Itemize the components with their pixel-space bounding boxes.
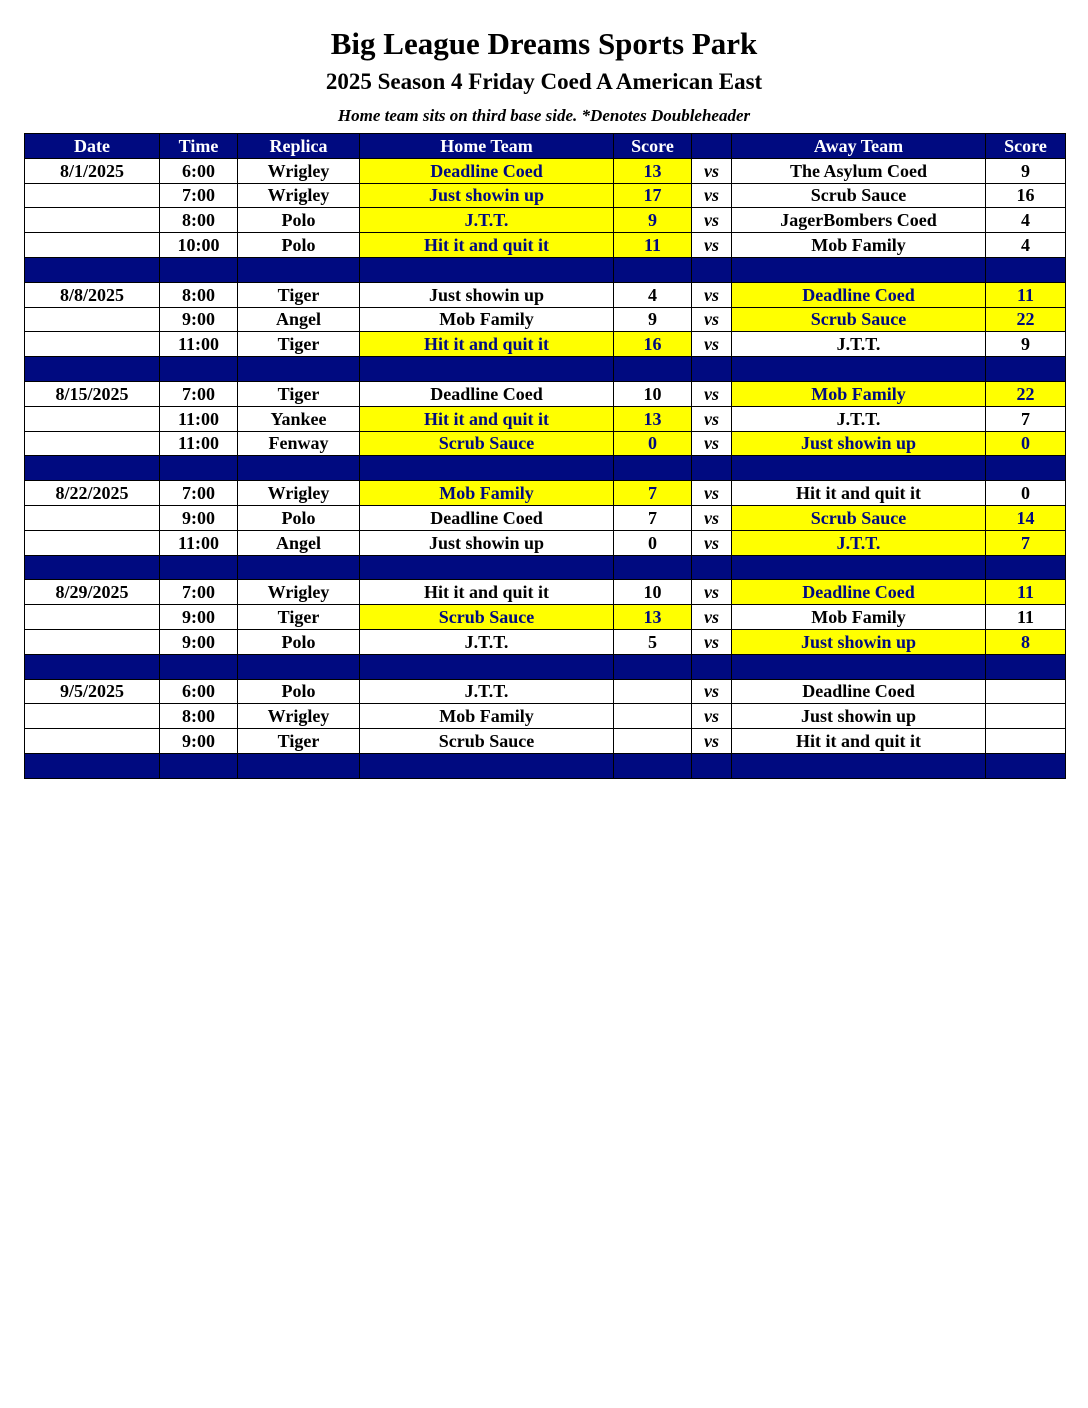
table-row <box>25 282 1066 307</box>
time-cell: 6:00 <box>160 158 238 183</box>
away-score-cell: 0 <box>986 481 1066 506</box>
time-cell: 8:00 <box>160 282 238 307</box>
home-score-cell: 13 <box>614 406 692 431</box>
separator-cell <box>986 357 1066 382</box>
table-row <box>25 679 1066 704</box>
vs-cell: vs <box>692 481 732 506</box>
home-team-cell: J.T.T. <box>360 629 614 654</box>
home-score-cell <box>614 679 692 704</box>
home-team-cell: Hit it and quit it <box>360 233 614 258</box>
replica-cell: Wrigley <box>238 580 360 605</box>
separator-cell <box>360 456 614 481</box>
replica-cell: Tiger <box>238 282 360 307</box>
replica-cell: Polo <box>238 233 360 258</box>
home-team-cell: Scrub Sauce <box>360 605 614 630</box>
away-team-cell: Mob Family <box>732 381 986 406</box>
table-row <box>25 530 1066 555</box>
away-team-cell: Deadline Coed <box>732 282 986 307</box>
separator-cell <box>732 555 986 580</box>
home-team-cell: Scrub Sauce <box>360 729 614 754</box>
table-row <box>25 381 1066 406</box>
time-cell: 9:00 <box>160 307 238 332</box>
away-team-cell: J.T.T. <box>732 332 986 357</box>
time-cell: 11:00 <box>160 406 238 431</box>
date-cell <box>25 629 160 654</box>
column-header-away-score: Score <box>986 134 1066 159</box>
separator-cell <box>25 654 160 679</box>
date-cell <box>25 704 160 729</box>
replica-cell: Tiger <box>238 729 360 754</box>
date-cell <box>25 530 160 555</box>
replica-cell: Angel <box>238 530 360 555</box>
home-team-cell: J.T.T. <box>360 208 614 233</box>
table-row <box>25 208 1066 233</box>
away-score-cell: 4 <box>986 208 1066 233</box>
home-score-cell <box>614 704 692 729</box>
home-team-cell: Deadline Coed <box>360 158 614 183</box>
away-score-cell: 8 <box>986 629 1066 654</box>
away-team-cell: Just showin up <box>732 629 986 654</box>
separator-cell <box>732 753 986 778</box>
home-score-cell: 16 <box>614 332 692 357</box>
date-cell <box>25 307 160 332</box>
separator-cell <box>614 654 692 679</box>
away-team-cell: Hit it and quit it <box>732 729 986 754</box>
home-score-cell: 10 <box>614 381 692 406</box>
away-score-cell: 22 <box>986 381 1066 406</box>
date-cell: 9/5/2025 <box>25 679 160 704</box>
vs-cell: vs <box>692 332 732 357</box>
separator-cell <box>360 654 614 679</box>
away-score-cell: 9 <box>986 332 1066 357</box>
time-cell: 10:00 <box>160 233 238 258</box>
separator-cell <box>692 456 732 481</box>
separator-cell <box>160 555 238 580</box>
separator-cell <box>732 654 986 679</box>
replica-cell: Polo <box>238 208 360 233</box>
home-score-cell: 9 <box>614 307 692 332</box>
time-cell: 11:00 <box>160 431 238 456</box>
home-team-cell: Scrub Sauce <box>360 431 614 456</box>
time-cell: 11:00 <box>160 530 238 555</box>
separator-cell <box>986 753 1066 778</box>
date-cell <box>25 431 160 456</box>
date-cell <box>25 332 160 357</box>
date-cell <box>25 729 160 754</box>
vs-cell: vs <box>692 406 732 431</box>
vs-cell: vs <box>692 282 732 307</box>
separator-cell <box>986 456 1066 481</box>
away-score-cell <box>986 704 1066 729</box>
home-score-cell <box>614 729 692 754</box>
time-cell: 6:00 <box>160 679 238 704</box>
table-row <box>25 729 1066 754</box>
column-header-date: Date <box>25 134 160 159</box>
schedule-note: Home team sits on third base side. *Denotes Doubleheader <box>337 106 751 125</box>
home-score-cell: 17 <box>614 183 692 208</box>
separator-cell <box>25 456 160 481</box>
away-team-cell: Just showin up <box>732 704 986 729</box>
home-team-cell: Just showin up <box>360 282 614 307</box>
time-cell: 9:00 <box>160 605 238 630</box>
away-score-cell: 7 <box>986 406 1066 431</box>
separator-cell <box>692 257 732 282</box>
date-cell: 8/29/2025 <box>25 580 160 605</box>
table-row <box>25 183 1066 208</box>
home-score-cell: 11 <box>614 233 692 258</box>
date-cell <box>25 406 160 431</box>
column-header-home-score: Score <box>614 134 692 159</box>
page-subtitle: 2025 Season 4 Friday Coed A American East <box>325 69 763 94</box>
away-team-cell: Scrub Sauce <box>732 505 986 530</box>
vs-cell: vs <box>692 381 732 406</box>
away-team-cell: The Asylum Coed <box>732 158 986 183</box>
date-cell: 8/22/2025 <box>25 481 160 506</box>
away-team-cell: J.T.T. <box>732 406 986 431</box>
home-team-cell: Hit it and quit it <box>360 332 614 357</box>
replica-cell: Polo <box>238 505 360 530</box>
separator-cell <box>692 357 732 382</box>
column-header-away-team: Away Team <box>732 134 986 159</box>
table-row <box>25 481 1066 506</box>
separator-cell <box>160 753 238 778</box>
column-header-vs <box>692 134 732 159</box>
replica-cell: Wrigley <box>238 158 360 183</box>
away-team-cell: Just showin up <box>732 431 986 456</box>
replica-cell: Polo <box>238 679 360 704</box>
table-row <box>25 406 1066 431</box>
separator-row <box>25 357 1066 382</box>
home-team-cell: Mob Family <box>360 704 614 729</box>
home-score-cell: 0 <box>614 530 692 555</box>
home-team-cell: Mob Family <box>360 307 614 332</box>
separator-cell <box>25 257 160 282</box>
separator-cell <box>25 753 160 778</box>
home-score-cell: 13 <box>614 158 692 183</box>
column-header-time: Time <box>160 134 238 159</box>
separator-cell <box>692 555 732 580</box>
away-team-cell: J.T.T. <box>732 530 986 555</box>
away-score-cell <box>986 729 1066 754</box>
vs-cell: vs <box>692 208 732 233</box>
table-row <box>25 233 1066 258</box>
separator-cell <box>25 357 160 382</box>
away-team-cell: Mob Family <box>732 233 986 258</box>
separator-row <box>25 555 1066 580</box>
replica-cell: Angel <box>238 307 360 332</box>
separator-cell <box>160 456 238 481</box>
away-score-cell: 11 <box>986 580 1066 605</box>
separator-row <box>25 257 1066 282</box>
schedule-body <box>25 158 1066 778</box>
replica-cell: Polo <box>238 629 360 654</box>
separator-row <box>25 654 1066 679</box>
separator-cell <box>160 654 238 679</box>
away-score-cell: 11 <box>986 282 1066 307</box>
separator-cell <box>692 753 732 778</box>
home-score-cell: 4 <box>614 282 692 307</box>
table-row <box>25 580 1066 605</box>
vs-cell: vs <box>692 431 732 456</box>
separator-cell <box>238 555 360 580</box>
date-cell <box>25 208 160 233</box>
vs-cell: vs <box>692 605 732 630</box>
separator-cell <box>614 753 692 778</box>
vs-cell: vs <box>692 580 732 605</box>
vs-cell: vs <box>692 530 732 555</box>
time-cell: 8:00 <box>160 208 238 233</box>
replica-cell: Wrigley <box>238 183 360 208</box>
away-score-cell: 16 <box>986 183 1066 208</box>
date-cell: 8/1/2025 <box>25 158 160 183</box>
vs-cell: vs <box>692 629 732 654</box>
away-score-cell: 14 <box>986 505 1066 530</box>
date-cell <box>25 233 160 258</box>
time-cell: 8:00 <box>160 704 238 729</box>
separator-cell <box>614 555 692 580</box>
replica-cell: Wrigley <box>238 481 360 506</box>
vs-cell: vs <box>692 307 732 332</box>
replica-cell: Tiger <box>238 381 360 406</box>
separator-cell <box>360 753 614 778</box>
separator-cell <box>25 555 160 580</box>
away-score-cell: 22 <box>986 307 1066 332</box>
home-team-cell: Deadline Coed <box>360 505 614 530</box>
separator-cell <box>160 357 238 382</box>
separator-cell <box>732 456 986 481</box>
time-cell: 9:00 <box>160 505 238 530</box>
vs-cell: vs <box>692 183 732 208</box>
away-team-cell: JagerBombers Coed <box>732 208 986 233</box>
vs-cell: vs <box>692 233 732 258</box>
away-team-cell: Deadline Coed <box>732 580 986 605</box>
away-score-cell: 11 <box>986 605 1066 630</box>
replica-cell: Wrigley <box>238 704 360 729</box>
home-score-cell: 7 <box>614 481 692 506</box>
separator-cell <box>614 456 692 481</box>
time-cell: 7:00 <box>160 580 238 605</box>
schedule-table <box>24 133 1066 779</box>
table-row <box>25 307 1066 332</box>
replica-cell: Tiger <box>238 332 360 357</box>
table-row <box>25 605 1066 630</box>
date-cell <box>25 505 160 530</box>
separator-cell <box>614 257 692 282</box>
vs-cell: vs <box>692 704 732 729</box>
separator-cell <box>986 257 1066 282</box>
replica-cell: Fenway <box>238 431 360 456</box>
table-row <box>25 332 1066 357</box>
separator-row <box>25 753 1066 778</box>
replica-cell: Yankee <box>238 406 360 431</box>
home-team-cell: Deadline Coed <box>360 381 614 406</box>
date-cell: 8/15/2025 <box>25 381 160 406</box>
separator-cell <box>692 654 732 679</box>
separator-cell <box>238 456 360 481</box>
date-cell <box>25 605 160 630</box>
home-score-cell: 10 <box>614 580 692 605</box>
separator-cell <box>238 357 360 382</box>
separator-cell <box>238 654 360 679</box>
time-cell: 7:00 <box>160 481 238 506</box>
table-row <box>25 704 1066 729</box>
separator-cell <box>614 357 692 382</box>
separator-cell <box>732 357 986 382</box>
home-score-cell: 7 <box>614 505 692 530</box>
replica-cell: Tiger <box>238 605 360 630</box>
away-score-cell: 9 <box>986 158 1066 183</box>
vs-cell: vs <box>692 729 732 754</box>
home-team-cell: J.T.T. <box>360 679 614 704</box>
table-row <box>25 158 1066 183</box>
column-header-home-team: Home Team <box>360 134 614 159</box>
table-row <box>25 431 1066 456</box>
time-cell: 7:00 <box>160 381 238 406</box>
date-cell <box>25 183 160 208</box>
time-cell: 9:00 <box>160 729 238 754</box>
away-score-cell: 7 <box>986 530 1066 555</box>
time-cell: 9:00 <box>160 629 238 654</box>
away-score-cell: 4 <box>986 233 1066 258</box>
home-score-cell: 5 <box>614 629 692 654</box>
separator-cell <box>160 257 238 282</box>
table-row <box>25 505 1066 530</box>
home-score-cell: 13 <box>614 605 692 630</box>
home-team-cell: Just showin up <box>360 183 614 208</box>
away-score-cell: 0 <box>986 431 1066 456</box>
away-team-cell: Scrub Sauce <box>732 183 986 208</box>
time-cell: 11:00 <box>160 332 238 357</box>
table-row <box>25 629 1066 654</box>
home-team-cell: Just showin up <box>360 530 614 555</box>
separator-cell <box>238 257 360 282</box>
time-cell: 7:00 <box>160 183 238 208</box>
home-score-cell: 0 <box>614 431 692 456</box>
separator-cell <box>360 555 614 580</box>
away-score-cell <box>986 679 1066 704</box>
separator-row <box>25 456 1066 481</box>
separator-cell <box>732 257 986 282</box>
separator-cell <box>360 357 614 382</box>
separator-cell <box>238 753 360 778</box>
home-team-cell: Hit it and quit it <box>360 580 614 605</box>
away-team-cell: Mob Family <box>732 605 986 630</box>
separator-cell <box>986 654 1066 679</box>
column-header-replica: Replica <box>238 134 360 159</box>
away-team-cell: Hit it and quit it <box>732 481 986 506</box>
away-team-cell: Deadline Coed <box>732 679 986 704</box>
page-title: Big League Dreams Sports Park <box>330 26 758 61</box>
vs-cell: vs <box>692 158 732 183</box>
separator-cell <box>360 257 614 282</box>
table-header-row <box>25 134 1066 159</box>
away-team-cell: Scrub Sauce <box>732 307 986 332</box>
vs-cell: vs <box>692 505 732 530</box>
date-cell: 8/8/2025 <box>25 282 160 307</box>
home-team-cell: Mob Family <box>360 481 614 506</box>
separator-cell <box>986 555 1066 580</box>
vs-cell: vs <box>692 679 732 704</box>
home-team-cell: Hit it and quit it <box>360 406 614 431</box>
home-score-cell: 9 <box>614 208 692 233</box>
